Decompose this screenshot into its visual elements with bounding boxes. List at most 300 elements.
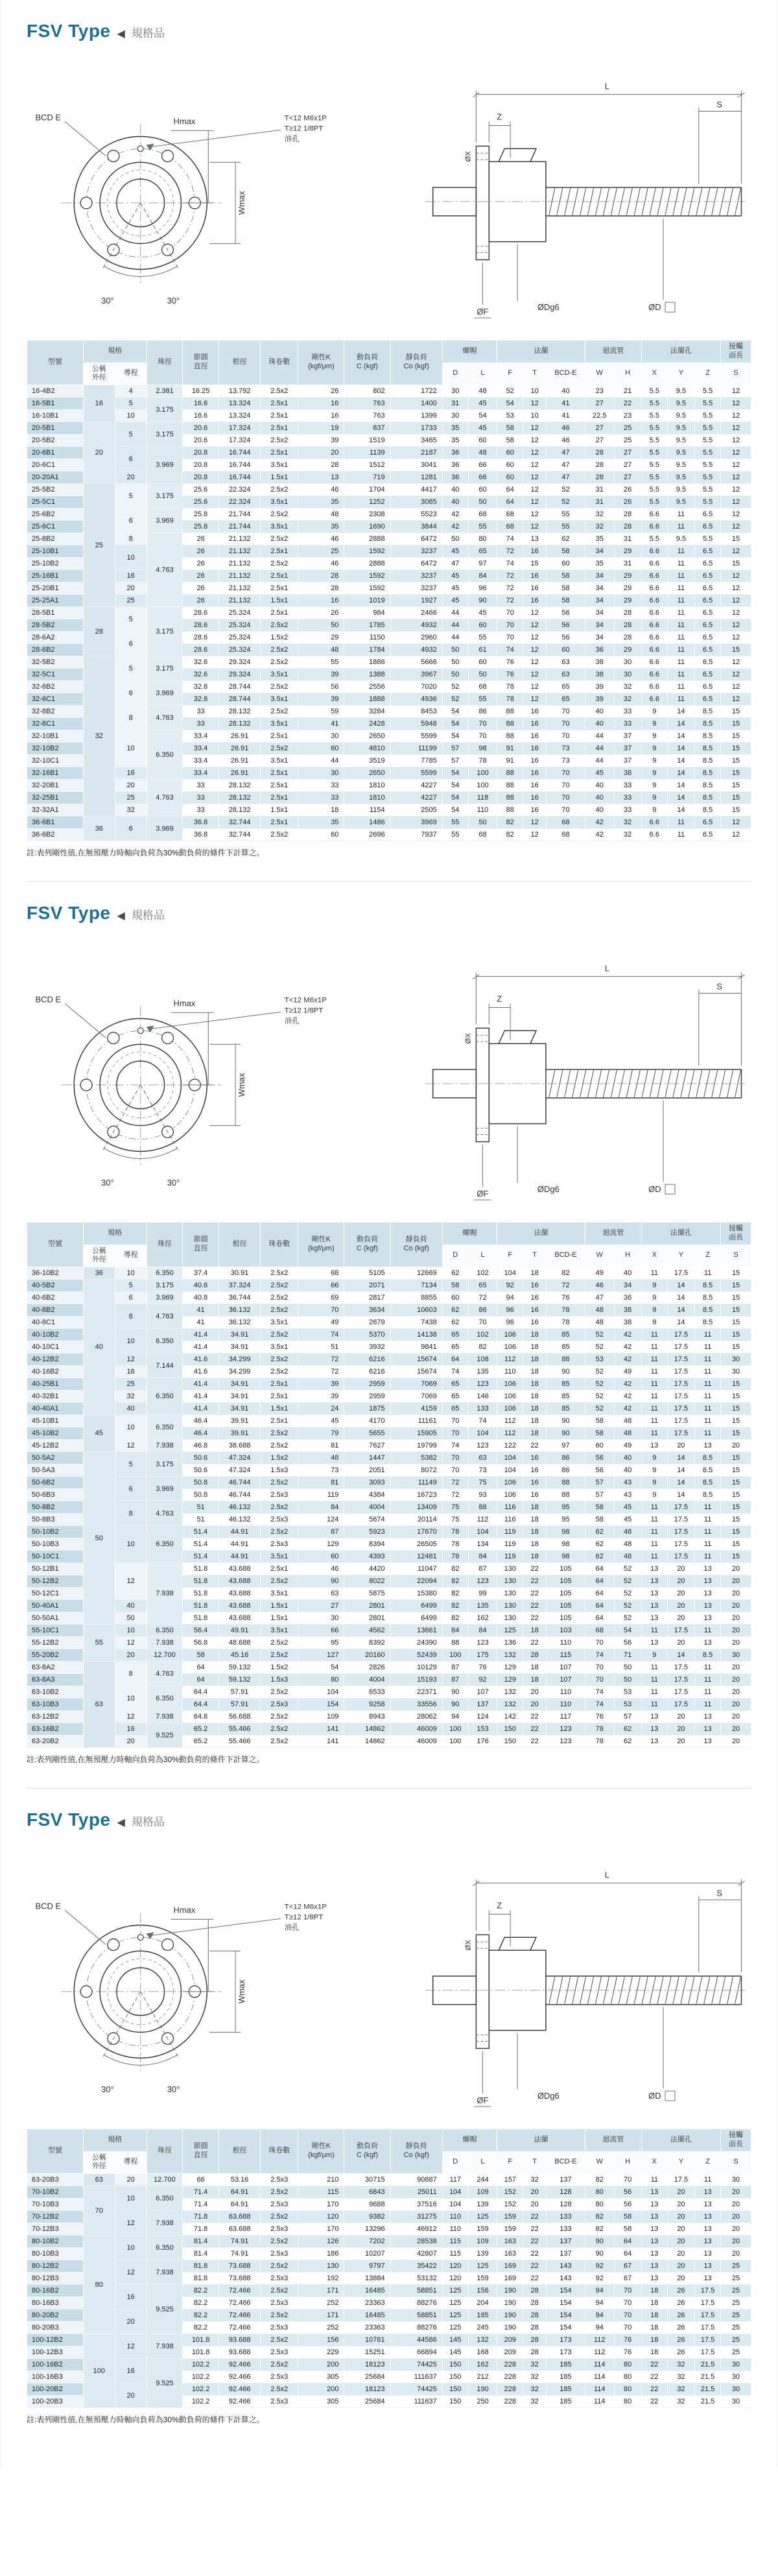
static-load: 31 — [442, 398, 468, 410]
static-load: 90 — [442, 1686, 468, 1699]
static-load: 82 — [442, 1563, 468, 1575]
dynamic-load: 4227 — [390, 792, 442, 804]
W: 52 — [614, 1563, 641, 1575]
root-dia: 2.5x2 — [261, 706, 298, 718]
root-dia: 2.5x2 — [261, 1723, 298, 1735]
pcd: 28.132 — [218, 706, 261, 718]
circuits: 129 — [298, 1538, 344, 1551]
table-row — [27, 484, 751, 496]
ball: 46.4 — [183, 1415, 219, 1427]
BCD-E: 114 — [585, 2371, 615, 2383]
col-H: H — [614, 2151, 641, 2174]
lead: 32 — [115, 1390, 147, 1403]
dynamic-load: 58851 — [390, 2309, 442, 2322]
BCD-E: 52 — [585, 1390, 615, 1403]
pcd: 22.324 — [218, 496, 261, 508]
BCD-E: 57 — [585, 1477, 615, 1489]
root-dia: 3.5x1 — [261, 718, 298, 730]
W: 37 — [614, 743, 641, 755]
D: 125 — [468, 2211, 497, 2223]
rigidity: 4004 — [344, 1501, 390, 1514]
F: 12 — [523, 398, 547, 410]
lead: 6 — [115, 1292, 147, 1304]
W: 80 — [614, 2359, 641, 2371]
ball-dia: 7.938 — [147, 1563, 183, 1625]
technical-drawing — [27, 1837, 751, 2121]
BCD-E: 39 — [585, 693, 615, 706]
BCD-E: 28 — [585, 471, 615, 484]
H: 6.6 — [641, 817, 667, 829]
pcd: 16.744 — [218, 459, 261, 471]
rigidity: 9382 — [344, 2211, 390, 2223]
ball: 46.8 — [183, 1440, 219, 1452]
D: 90 — [468, 595, 497, 607]
L: 104 — [497, 1464, 523, 1477]
pcd: 72.466 — [218, 2322, 261, 2334]
dynamic-load: 1733 — [390, 422, 442, 435]
model: 40-12B2 — [27, 1354, 84, 1366]
dynamic-load: 13661 — [390, 1625, 442, 1637]
H: 13 — [641, 1637, 667, 1649]
col-T: T — [523, 363, 547, 385]
Y: 6.5 — [695, 829, 721, 841]
model: 32-8B2 — [27, 706, 84, 718]
circuits: 141 — [298, 1723, 344, 1735]
model: 32-25B1 — [27, 792, 84, 804]
D: 190 — [468, 2383, 497, 2396]
page-title: FSV Type — [27, 21, 111, 41]
ball-dia: 4.763 — [147, 1501, 183, 1526]
table-row — [27, 2211, 751, 2223]
rigidity: 14862 — [344, 1723, 390, 1735]
L: 228 — [497, 2359, 523, 2371]
H: 5.5 — [641, 422, 667, 435]
lead: 10 — [115, 1267, 147, 1280]
ballscrew-drawing — [27, 930, 751, 1214]
root-dia: 2.5x2 — [261, 1304, 298, 1317]
root-dia: 3.5x1 — [261, 1317, 298, 1329]
BCD-E: 28 — [585, 447, 615, 459]
flange-hole-lines — [476, 153, 489, 252]
Y: 8.5 — [695, 1317, 721, 1329]
root-dia: 2.5x3 — [261, 2346, 298, 2359]
L: 130 — [497, 1575, 523, 1588]
Y: 5.5 — [695, 410, 721, 422]
BCD-E: 94 — [585, 2309, 615, 2322]
col-L: L — [468, 1245, 497, 1267]
dynamic-load: 12481 — [390, 1551, 442, 1563]
dynamic-load: 7438 — [390, 1317, 442, 1329]
F: 15 — [523, 558, 547, 570]
lead: 12 — [115, 1354, 147, 1366]
root-dia: 1.5x1 — [261, 471, 298, 484]
root-dia: 1.5x1 — [261, 804, 298, 817]
ball-dia: 7.938 — [147, 1711, 183, 1723]
pcd: 21.744 — [218, 521, 261, 533]
D: 66 — [468, 471, 497, 484]
root-dia: 3.5x1 — [261, 1625, 298, 1637]
BCD-E: 53 — [585, 1354, 615, 1366]
BCD-E: 23 — [585, 385, 615, 398]
F: 12 — [523, 496, 547, 508]
Y: 11 — [695, 1699, 721, 1711]
ball-dia: 3.175 — [147, 422, 183, 447]
pcd: 34.91 — [218, 1329, 261, 1341]
Y: 11 — [695, 1329, 721, 1341]
BCD-E: 56 — [585, 1464, 615, 1477]
rigidity: 1519 — [344, 435, 390, 447]
footnote: 註:表列剛性值,在無預壓力時軸向負荷為30%動負荷的條件下計算之。 — [27, 848, 265, 857]
root-dia: 2.5x2 — [261, 619, 298, 632]
BCD-E: 34 — [585, 607, 615, 619]
T: 70 — [546, 718, 585, 730]
L: 74 — [497, 558, 523, 570]
circuits: 126 — [298, 2236, 344, 2248]
ball-dia: 12.700 — [147, 2174, 183, 2186]
H: 11 — [641, 1538, 667, 1551]
T: 65 — [546, 681, 585, 693]
table-row — [27, 1477, 751, 1489]
T: 133 — [546, 2223, 585, 2236]
static-load: 50 — [442, 533, 468, 545]
H: 18 — [641, 2309, 667, 2322]
BCD-E: 52 — [585, 1341, 615, 1354]
pcd: 47.324 — [218, 1452, 261, 1464]
D: 176 — [468, 1735, 497, 1748]
pcd: 53.16 — [218, 2174, 261, 2186]
dynamic-load: 2505 — [390, 804, 442, 817]
bcd-label: BCD E — [35, 994, 62, 1005]
model: 63-20B2 — [27, 1735, 84, 1748]
W: 30 — [614, 669, 641, 681]
root-dia: 1.5x1 — [261, 1403, 298, 1415]
X: 14 — [667, 1317, 694, 1329]
outer-dia: 55 — [83, 1625, 115, 1662]
odg6-label: ØDg6 — [537, 2091, 560, 2101]
lead: 10 — [115, 1329, 147, 1354]
model: 80-10B3 — [27, 2248, 84, 2260]
F: 32 — [523, 2371, 547, 2383]
dynamic-load: 2187 — [390, 447, 442, 459]
circuits: 39 — [298, 693, 344, 706]
BCD-E: 48 — [585, 1304, 615, 1317]
W: 28 — [614, 521, 641, 533]
table-row — [27, 1612, 751, 1625]
W: 28 — [614, 607, 641, 619]
static-load: 70 — [442, 1464, 468, 1477]
H: 11 — [641, 1662, 667, 1674]
BCD-E: 74 — [585, 1686, 615, 1699]
Y: 5.5 — [695, 435, 721, 447]
outer-dia: 16 — [83, 385, 115, 422]
fsv-type-section — [27, 0, 751, 881]
H: 11 — [641, 1514, 667, 1526]
tolerance-box — [665, 302, 675, 312]
H: 22 — [641, 2359, 667, 2371]
dynamic-load: 1927 — [390, 595, 442, 607]
dim-x-label: ØX — [464, 150, 473, 162]
table-row — [27, 2174, 751, 2186]
root-dia: 1.5x2 — [261, 632, 298, 644]
model: 20-6C1 — [27, 459, 84, 471]
Z: 15 — [721, 1378, 751, 1390]
F: 18 — [523, 1674, 547, 1686]
Z: 25 — [721, 2334, 751, 2346]
Y: 13 — [695, 1600, 721, 1612]
W: 49 — [614, 1366, 641, 1378]
outer-dia: 45 — [83, 1415, 115, 1452]
rigidity: 6843 — [344, 2186, 390, 2199]
D: 70 — [468, 730, 497, 743]
odg6-label: ØDg6 — [537, 302, 560, 313]
BCD-E: 82 — [585, 2223, 615, 2236]
model: 40-5B2 — [27, 1280, 84, 1292]
L: 106 — [497, 1477, 523, 1489]
model: 63-20B3 — [27, 2174, 84, 2186]
L: 53 — [497, 410, 523, 422]
D: 185 — [468, 2309, 497, 2322]
leader-arrow — [147, 143, 154, 150]
pcd: 44.91 — [218, 1538, 261, 1551]
circuits: 124 — [298, 1514, 344, 1526]
ball: 64.8 — [183, 1711, 219, 1723]
rigidity: 4170 — [344, 1415, 390, 1427]
static-load: 50 — [442, 656, 468, 669]
model: 32-20B1 — [27, 780, 84, 792]
H: 9 — [641, 1292, 667, 1304]
model: 100-16B3 — [27, 2371, 84, 2383]
X: 17.5 — [667, 1662, 694, 1674]
Y: 13 — [695, 2236, 721, 2248]
Z: 15 — [721, 780, 751, 792]
H: 11 — [641, 1427, 667, 1440]
T: 137 — [546, 2248, 585, 2260]
rigidity: 2308 — [344, 508, 390, 521]
pcd: 72.466 — [218, 2297, 261, 2309]
static-load: 87 — [442, 1662, 468, 1674]
BCD-E: 62 — [585, 1551, 615, 1563]
model: 80-12B3 — [27, 2272, 84, 2285]
D: 123 — [468, 1637, 497, 1649]
model: 50-40A1 — [27, 1600, 84, 1612]
dynamic-load: 17670 — [390, 1526, 442, 1538]
Z: 15 — [721, 767, 751, 780]
outer-dia: 70 — [83, 2186, 115, 2236]
dynamic-load: 42807 — [390, 2248, 442, 2260]
Y: 5.5 — [695, 385, 721, 398]
ball: 33.4 — [183, 767, 219, 780]
Z: 12 — [721, 484, 751, 496]
dim-l-label: L — [604, 81, 610, 91]
rigidity: 2826 — [344, 1662, 390, 1674]
F: 22 — [523, 1637, 547, 1649]
circuits: 30 — [298, 730, 344, 743]
pcd: 43.688 — [218, 1588, 261, 1600]
root-dia: 2.5x2 — [261, 385, 298, 398]
col-W: W — [585, 1245, 615, 1267]
root-dia: 1.5x2 — [261, 1452, 298, 1464]
pcd: 26.91 — [218, 767, 261, 780]
H: 6.6 — [641, 681, 667, 693]
Z: 30 — [721, 1354, 751, 1366]
dynamic-load: 4227 — [390, 780, 442, 792]
dynamic-load: 15193 — [390, 1674, 442, 1686]
angle-right-label: 30° — [167, 296, 180, 306]
table-row — [27, 422, 751, 435]
rigidity: 10761 — [344, 2334, 390, 2346]
F: 22 — [523, 1600, 547, 1612]
D: 48 — [468, 385, 497, 398]
col-D: D — [442, 2151, 468, 2174]
W: 64 — [614, 2236, 641, 2248]
T: 98 — [546, 1551, 585, 1563]
L: 112 — [497, 1415, 523, 1427]
side-view — [433, 1935, 742, 2048]
W: 33 — [614, 792, 641, 804]
ball: 71.8 — [183, 2223, 219, 2236]
pcd: 26.91 — [218, 755, 261, 767]
root-dia: 2.5x2 — [261, 1427, 298, 1440]
F: 16 — [523, 545, 547, 558]
T: 52 — [546, 496, 585, 508]
dynamic-load: 24390 — [390, 1637, 442, 1649]
Y: 17.5 — [695, 2309, 721, 2322]
circuits: 130 — [298, 2260, 344, 2272]
T: 46 — [546, 435, 585, 447]
circuits: 84 — [298, 1501, 344, 1514]
D: 60 — [468, 435, 497, 447]
table-row — [27, 2260, 751, 2272]
H: 11 — [641, 2174, 667, 2186]
X: 11 — [667, 669, 694, 681]
circuits: 109 — [298, 1711, 344, 1723]
rigidity: 1512 — [344, 459, 390, 471]
D: 102 — [468, 1329, 497, 1341]
Z: 15 — [721, 1292, 751, 1304]
X: 11 — [667, 681, 694, 693]
static-load: 120 — [442, 2272, 468, 2285]
W: 64 — [614, 2248, 641, 2260]
col-S: S — [721, 1245, 751, 1267]
Z: 25 — [721, 2285, 751, 2297]
L: 190 — [497, 2297, 523, 2309]
model: 80-16B3 — [27, 2297, 84, 2309]
circuits: 18 — [298, 804, 344, 817]
L: 68 — [497, 521, 523, 533]
BCD-E: 38 — [585, 669, 615, 681]
X: 11 — [667, 817, 694, 829]
col-static-load: 靜負荷 Co (kgf) — [390, 340, 442, 385]
D: 146 — [468, 1390, 497, 1403]
model: 20-5B1 — [27, 422, 84, 435]
H: 5.5 — [641, 459, 667, 471]
Y: 13 — [695, 1637, 721, 1649]
circuits: 27 — [298, 1600, 344, 1612]
Z: 20 — [721, 1662, 751, 1674]
H: 9 — [641, 755, 667, 767]
col-BCD-E: BCD-E — [546, 2151, 585, 2174]
rigidity: 8943 — [344, 1711, 390, 1723]
pcd: 48.688 — [218, 1637, 261, 1649]
Y: 5.5 — [695, 398, 721, 410]
F: 16 — [523, 706, 547, 718]
pcd: 29.324 — [218, 669, 261, 681]
BCD-E: 80 — [585, 2199, 615, 2211]
Y: 21.5 — [695, 2371, 721, 2383]
pcd: 21.132 — [218, 533, 261, 545]
W: 42 — [614, 1354, 641, 1366]
X: 11 — [667, 545, 694, 558]
Z: 15 — [721, 1452, 751, 1464]
hmax-label: Hmax — [173, 998, 196, 1008]
ball-dia: 12.700 — [147, 1649, 183, 1662]
circuits: 104 — [298, 1686, 344, 1699]
static-load: 65 — [442, 1341, 468, 1354]
dynamic-load: 6499 — [390, 1600, 442, 1612]
ball: 71.4 — [183, 2199, 219, 2211]
H: 13 — [641, 1612, 667, 1625]
model: 32-8C1 — [27, 718, 84, 730]
model: 100-20B3 — [27, 2396, 84, 2408]
BCD-E: 48 — [585, 1317, 615, 1329]
F: 12 — [523, 619, 547, 632]
circuits: 72 — [298, 1366, 344, 1378]
col-Z: Z — [695, 1245, 721, 1267]
static-load: 82 — [442, 1588, 468, 1600]
D: 74 — [468, 1415, 497, 1427]
D: 97 — [468, 558, 497, 570]
X: 14 — [667, 1649, 694, 1662]
F: 22 — [523, 1440, 547, 1452]
H: 13 — [641, 1711, 667, 1723]
W: 40 — [614, 1452, 641, 1464]
pcd: 43.688 — [218, 1563, 261, 1575]
static-load: 84 — [442, 1625, 468, 1637]
lead: 5 — [115, 656, 147, 681]
dim-s-label: S — [716, 1888, 722, 1898]
root-dia: 2.5x2 — [261, 1267, 298, 1280]
ball-dia: 2.381 — [147, 385, 183, 398]
root-dia: 2.5x2 — [261, 656, 298, 669]
H: 9 — [641, 767, 667, 780]
Z: 15 — [721, 533, 751, 545]
rigidity: 4562 — [344, 1625, 390, 1637]
dynamic-load: 1281 — [390, 471, 442, 484]
bcd-label: BCD E — [35, 1901, 62, 1911]
T: 47 — [546, 471, 585, 484]
outer-dia: 20 — [83, 422, 115, 484]
outer-dia: 25 — [83, 484, 115, 607]
pcd: 16.744 — [218, 447, 261, 459]
pcd: 44.91 — [218, 1526, 261, 1538]
W: 37 — [614, 730, 641, 743]
circuits: 16 — [298, 410, 344, 422]
T: 107 — [546, 1674, 585, 1686]
ball: 40.8 — [183, 1292, 219, 1304]
X: 14 — [667, 767, 694, 780]
lead: 40 — [115, 1600, 147, 1612]
ball: 51.8 — [183, 1563, 219, 1575]
ball: 51.4 — [183, 1538, 219, 1551]
BCD-E: 92 — [585, 2272, 615, 2285]
col-Y: Y — [667, 2151, 694, 2174]
F: 28 — [523, 2297, 547, 2309]
pcd: 46.132 — [218, 1501, 261, 1514]
H: 11 — [641, 1378, 667, 1390]
D: 45 — [468, 398, 497, 410]
rigidity: 1704 — [344, 484, 390, 496]
Z: 12 — [721, 447, 751, 459]
